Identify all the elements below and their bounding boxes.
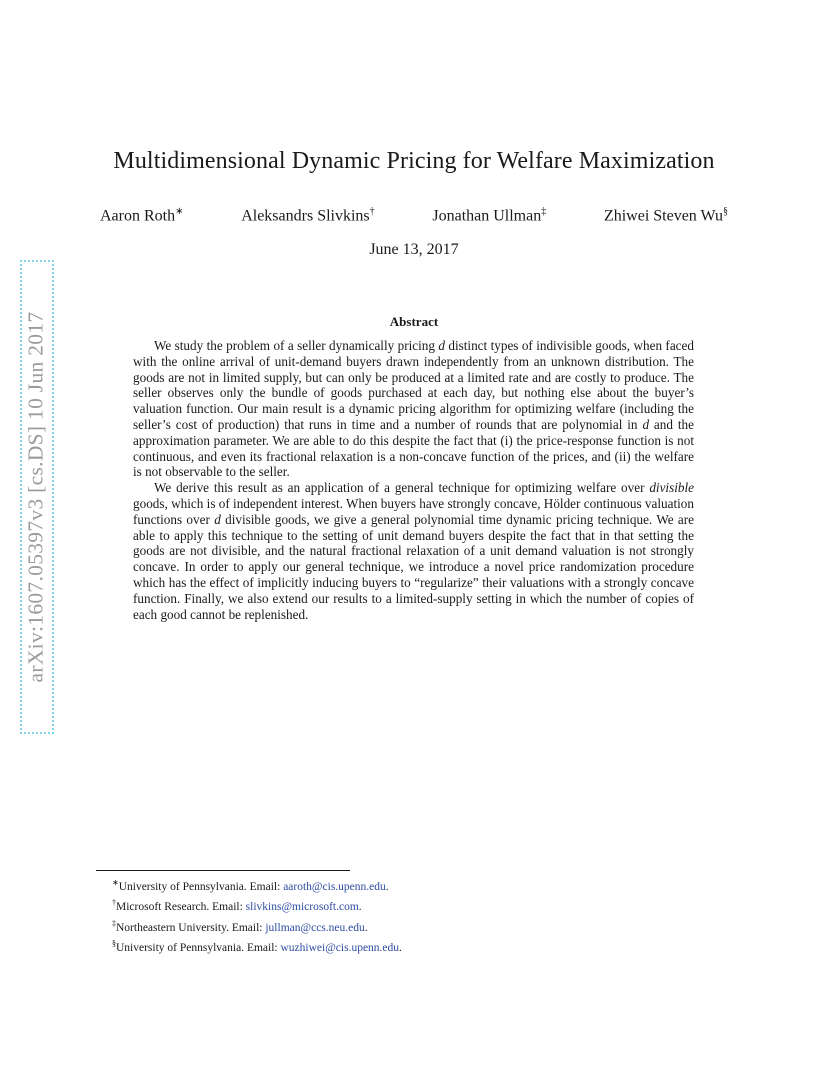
footnote-text: Northeastern University. Email:: [116, 921, 266, 934]
author-name: Jonathan Ullman: [432, 207, 542, 225]
abstract-text: goods, which is of independent interest. When buyers have strongly concave, Hölder continuous valuation functions over: [133, 495, 694, 527]
footnote-text: Microsoft Research. Email:: [116, 901, 246, 914]
author: [604, 206, 728, 225]
author: [241, 206, 374, 225]
email-link[interactable]: wuzhiwei@cis.upenn.edu: [280, 941, 400, 954]
author-mark: †: [369, 206, 375, 217]
author: [100, 206, 184, 225]
footnote: [112, 875, 402, 895]
author-list: [100, 206, 728, 225]
footnote-mark: ∗: [112, 878, 119, 887]
math-variable: d: [642, 416, 650, 432]
abstract-text: distinct types of indivisible goods, when faced with the online arrival of unit-demand buyers drawn independently from an unknown distribution. The goods are not in limited supply, but can only be produced at a limited rate and are costly to produce. The seller observes only the bundle of goods purchased at each day, but nothing else about the buyer’s valuation function. Our main result is a dynamic pricing algorithm for optimizing welfare (including the seller’s cost of production) that runs in time and a number of rounds that are polynomial in: [133, 338, 694, 432]
footnote: [112, 895, 402, 915]
author-mark: §: [722, 206, 728, 217]
footnote-mark: §: [112, 938, 116, 948]
footnote-end: .: [399, 941, 402, 954]
abstract-paragraph: [133, 480, 694, 622]
footnote-end: .: [385, 880, 389, 893]
footnote-end: .: [358, 901, 362, 914]
footnote-text: University of Pennsylvania. Email:: [118, 880, 284, 893]
footnote-rule: [96, 870, 350, 871]
author-name: Aleksandrs Slivkins: [241, 207, 370, 225]
footnote-mark: †: [112, 898, 116, 908]
arxiv-stamp: arXiv:1607.05397v3 [cs.DS] 10 Jun 2017: [23, 311, 48, 683]
abstract-heading: Abstract: [389, 314, 439, 329]
footnote: [112, 936, 402, 956]
footnotes: [112, 875, 402, 956]
author-name: Aaron Roth: [100, 207, 176, 225]
paper-title: Multidimensional Dynamic Pricing for Welfare Maximization: [113, 148, 715, 174]
abstract-body: [133, 338, 694, 622]
author-mark: ‡: [541, 206, 547, 217]
author-name: Zhiwei Steven Wu: [603, 207, 723, 225]
author-mark: ∗: [175, 206, 184, 217]
email-link[interactable]: slivkins@microsoft.com: [245, 901, 359, 914]
math-variable: d: [214, 511, 221, 527]
paper-date: June 13, 2017: [369, 241, 459, 258]
abstract-text: We study the problem of a seller dynamically pricing: [154, 338, 439, 353]
footnote-end: .: [364, 921, 368, 934]
footnote-text: University of Pennsylvania. Email:: [116, 941, 281, 954]
email-link[interactable]: jullman@ccs.neu.edu: [265, 921, 365, 934]
footnote-mark: ‡: [112, 918, 116, 928]
footnote: [112, 916, 402, 936]
email-link[interactable]: aaroth@cis.upenn.edu: [283, 880, 386, 893]
abstract-text: divisible goods, we give a general polynomial time dynamic pricing technique. We are able to apply this technique to the setting of unit demand buyers despite the fact that in that setting the goods are not divisible, and the natural fractional relaxation of a unit demand valuation is not strongly concave. In order to apply our general technique, we introduce a novel price randomization procedure which has the effect of implicitly inducing buyers to “regularize” their valuations with a strongly concave function. Finally, we also extend our results to a limited-supply setting in which the number of copies of each good cannot be replenished.: [133, 511, 694, 622]
math-variable: d: [438, 338, 445, 353]
abstract-text: and the approximation parameter. We are able to do this despite the fact that (i) the price-response function is not continuous, and even its fractional relaxation is a non-concave function of the prices, and (ii) the welfare is not observable to the seller.: [133, 416, 694, 480]
abstract-paragraph: [133, 338, 694, 480]
author: [432, 206, 546, 225]
abstract-text: We derive this result as an application of a general technique for optimizing welfare over: [154, 480, 650, 496]
emphasis: divisible: [649, 480, 694, 496]
